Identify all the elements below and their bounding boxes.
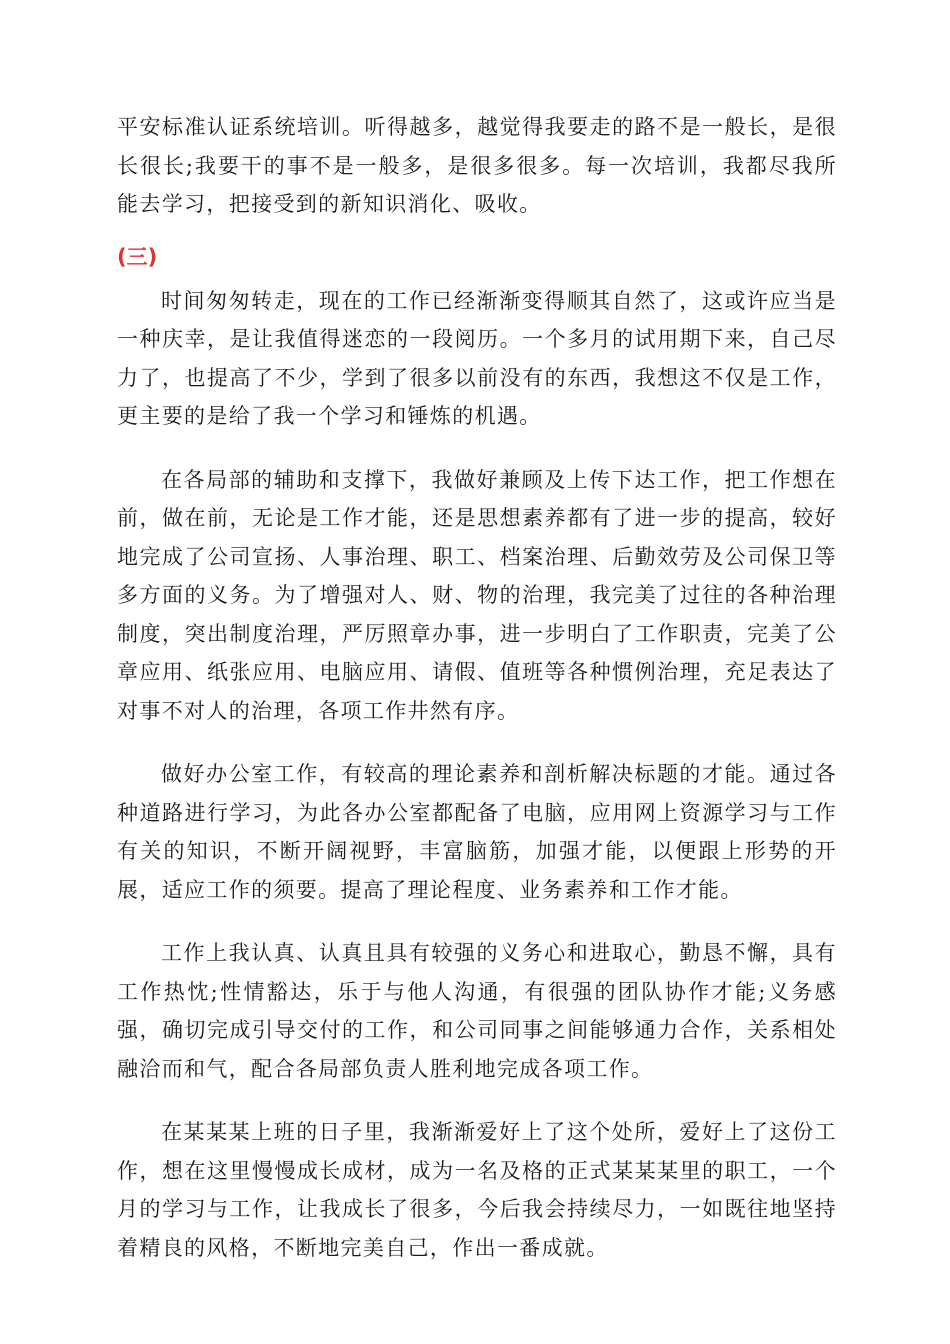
paragraph-4: 工作上我认真、认真且具有较强的义务心和进取心，勤恳不懈，具有工作热忱;性情豁达，乐于与他人沟通，有很强的团队协作才能;义务感强，确切完成引导交付的工作，和公司同事之间能够通力合作，关系相处融洽而和气，配合各局部负责人胜利地完成各项工作。 — [117, 941, 837, 1081]
paragraph-2: 在各局部的辅助和支撑下，我做好兼顾及上传下达工作，把工作想在前，做在前，无论是工作才能，还是思想素养都有了进一步的提高，较好地完成了公司宣扬、人事治理、职工、档案治理、后勤效劳及公司保卫等多方面的义务。为了增强对人、财、物的治理，我完美了过往的各种治理制度，突出制度治理，严厉照章办事，进一步明白了工作职责，完美了公章应用、纸张应用、电脑应用、请假、值班等各种惯例治理，充足表达了对事不对人的治理，各项工作井然有序。 — [117, 467, 837, 723]
section-heading: (三) — [117, 244, 158, 269]
paragraph-continued: 平安标准认证系统培训。听得越多，越觉得我要走的路不是一般长，是很长很长;我要干的事不是一般多，是很多很多。每一次培训，我都尽我所能去学习，把接受到的新知识消化、吸收。 — [117, 115, 837, 216]
paragraph-1: 时间匆匆转走，现在的工作已经渐渐变得顺其自然了，这或许应当是一种庆幸，是让我值得迷恋的一段阅历。一个多月的试用期下来，自己尽力了，也提高了不少，学到了很多以前没有的东西，我想这不仅是工作，更主要的是给了我一个学习和锤炼的机遇。 — [117, 288, 837, 428]
paragraph-5: 在某某某上班的日子里，我渐渐爱好上了这个处所，爱好上了这份工作，想在这里慢慢成长成材，成为一名及格的正式某某某里的职工，一个月的学习与工作，让我成长了很多，今后我会持续尽力，一如既往地坚持着精良的风格，不断地完美自己，作出一番成就。 — [117, 1120, 837, 1260]
document-body — [117, 108, 837, 1267]
paragraph-3: 做好办公室工作，有较高的理论素养和剖析解决标题的才能。通过各种道路进行学习，为此各办公室都配备了电脑，应用网上资源学习与工作有关的知识，不断开阔视野，丰富脑筋，加强才能，以便跟上形势的开展，适应工作的须要。提高了理论程度、业务素养和工作才能。 — [117, 762, 837, 902]
